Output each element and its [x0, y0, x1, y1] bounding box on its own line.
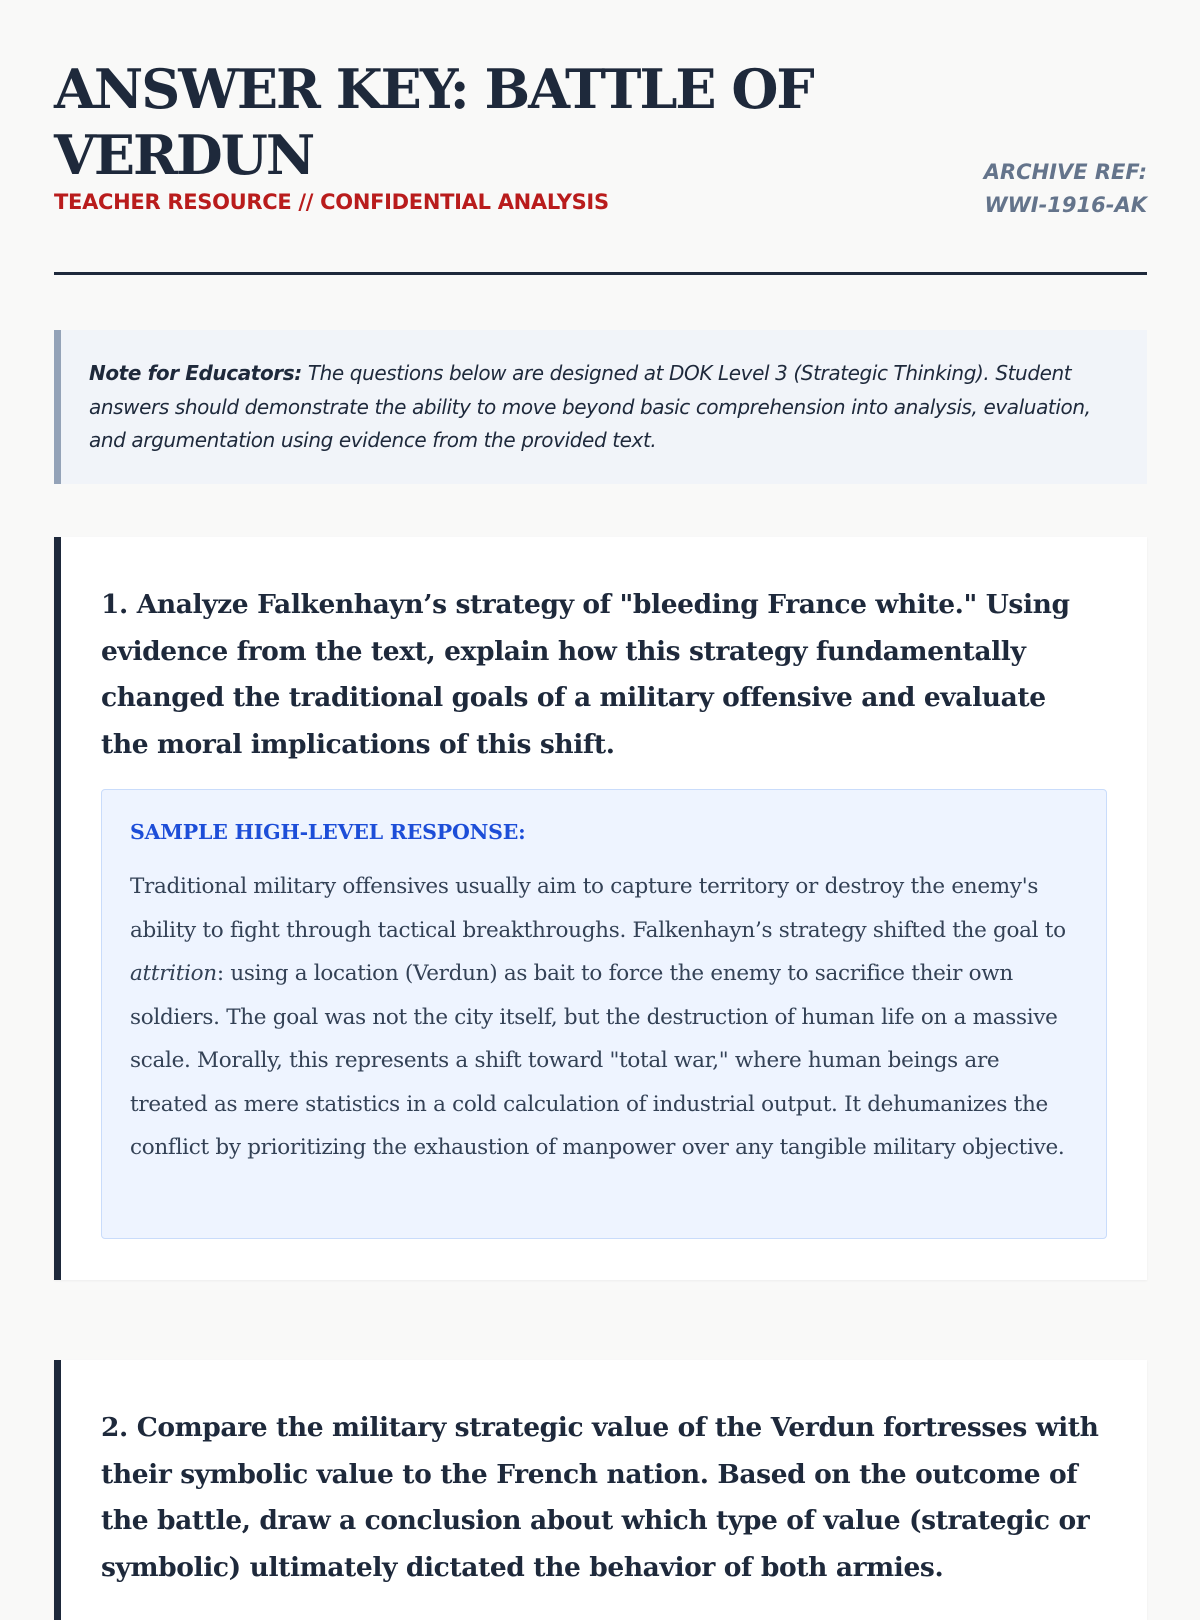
page-title: ANSWER KEY: BATTLE OF VERDUN	[54, 57, 813, 187]
question-text: 2. Compare the military strategic value of the Verdun fortresses with their symbolic value to the French nation. Based on the outcome of the battle, draw a conclusion about which type of value (strategic or symbolic) ultimately dictated the behavior of both armies.	[101, 1412, 1099, 1583]
question-card	[54, 1360, 1147, 1620]
document-header	[54, 0, 1147, 275]
sample-response-box	[101, 789, 1107, 1239]
educator-note	[54, 330, 1147, 484]
question-card	[54, 537, 1147, 1280]
question-text: 1. Analyze Falkenhayn’s strategy of "bleeding France white." Using evidence from the text, explain how this strategy fundamentally changed the traditional goals of a military offensive and evaluate the moral implications of this shift.	[101, 589, 1070, 760]
archive-reference: ARCHIVE REF: WWI-1916-AK	[983, 160, 1147, 217]
sample-response-text	[130, 865, 1080, 1170]
answer-key-page	[54, 0, 1147, 1583]
sample-response-label: SAMPLE HIGH-LEVEL RESPONSE:	[130, 820, 526, 844]
educator-note-label: Note for Educators:	[89, 361, 302, 385]
sample-response-emphasis: attrition	[130, 961, 217, 986]
sample-response-text-part: : using a location (Verdun) as bait to force the enemy to sacrifice their own soldiers. The goal was not the city itself, but the destruction of human life on a massive scale. Morally, this represents a shift toward "total war," where human beings are treated as mere statistics in a cold calculation of industrial output. It dehumanizes the conflict by prioritizing the exhaustion of manpower over any tangible military objective.	[130, 961, 1065, 1160]
page-subtitle: TEACHER RESOURCE // CONFIDENTIAL ANALYSIS	[54, 190, 609, 214]
sample-response-text-part: Traditional military offensives usually aim to capture territory or destroy the enemy's ability to fight through tactical breakthroughs. Falkenhayn’s strategy shifted the goal to	[130, 874, 1066, 943]
educator-note-text: The questions below are designed at DOK Level 3 (Strategic Thinking). Student answers should demonstrate the ability to move beyond basic comprehension into analysis, evaluation, and argumentation using evidence from the provided text.	[89, 361, 1091, 452]
